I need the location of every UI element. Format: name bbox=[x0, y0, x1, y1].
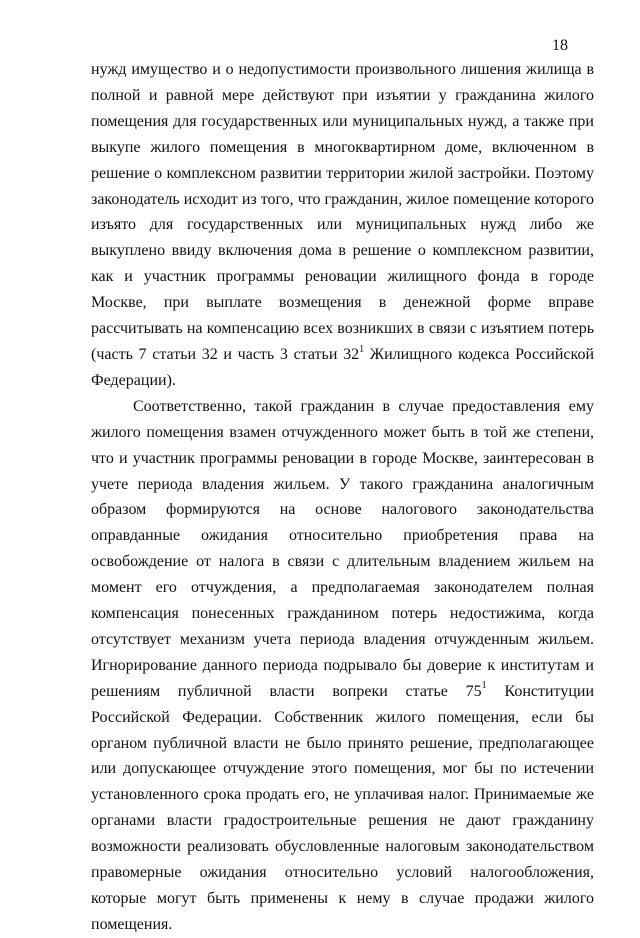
paragraph-p1 bbox=[91, 57, 594, 394]
paragraph-text: Соответственно, такой гражданин в случае предоставления ему жилого помещения взамен отчужденного может быть в той же степени, что и участник программы реновации в городе Москве, заинтересован в учете периода владения жильем. У такого гражданина аналогичным образом формируются на основе налогового законодательства оправданные ожидания относительно приобретения права на освобождение от налога в связи с длительным владением жильем на момент его отчуждения, а предполагаемая законодателем полная компенсация понесенных гражданином потерь недостижима, когда отсутствует механизм учета периода владения отчужденным жильем. Игнорирование данного периода подрывало бы доверие к институтам и решениям публичной власти вопреки статье 75 bbox=[91, 397, 594, 700]
page-number: 18 bbox=[552, 37, 568, 54]
footnote-superscript: 1 bbox=[359, 343, 365, 355]
footnote-superscript: 1 bbox=[481, 680, 487, 692]
paragraph-text: Жилищного кодекса Российской Федерации). bbox=[91, 345, 595, 389]
paragraph-text: нужд имущество и о недопустимости произвольного лишения жилища в полной и равной мере действуют при изъятии у гражданина жилого помещения для государственных или муниципальных нужд, а также при выкупе жилого помещения в многоквартирном доме, включенном в решение о комплексном развитии территории жилой застройки. Поэтому законодатель исходит из того, что гражданин, жилое помещение которого изъято для государственных или муниципальных нужд либо же выкуплено ввиду включения дома в решение о комплексном развитии, как и участник программы реновации жилищного фонда в городе Москве, при выплате возмещения в денежной форме вправе рассчитывать на компенсацию всех возникших в связи с изъятием потерь (часть 7 статьи 32 и часть 3 статьи 32 bbox=[91, 61, 594, 363]
paragraph-p2 bbox=[91, 394, 594, 938]
body-text bbox=[91, 57, 594, 938]
paragraph-text: Конституции Российской Федерации. Собственник жилого помещения, если бы органом публичной власти не было принято решение, предполагающее или допускающее отчуждение этого помещения, мог бы по истечении установленного срока продать его, не уплачивая налог. Принимаемые же органами власти градостроительные решения не дают гражданину возможности реализовать обусловленные налоговым законодательством правомерные ожидания относительно условий налогообложения, которые могут быть применены к нему в случае продажи жилого помещения. bbox=[91, 682, 594, 933]
